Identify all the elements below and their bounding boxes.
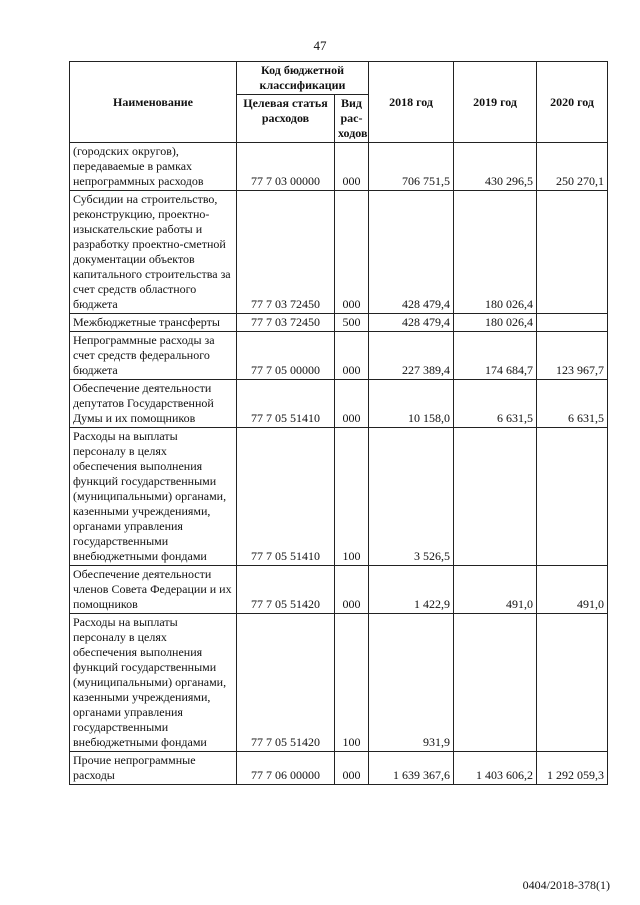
cell-y2019: 1 403 606,2 bbox=[454, 752, 537, 785]
cell-y2020 bbox=[537, 191, 608, 314]
table-row bbox=[70, 143, 608, 191]
cell-name: Непрограммные расходы за счет средств федерального бюджета bbox=[70, 332, 237, 380]
cell-name: Обеспечение деятельности депутатов Государственной Думы и их помощников bbox=[70, 380, 237, 428]
cell-code: 77 7 05 51410 bbox=[237, 380, 335, 428]
cell-code: 77 7 06 00000 bbox=[237, 752, 335, 785]
header-code-group: Код бюджетной классификации bbox=[237, 62, 369, 95]
cell-kind: 000 bbox=[335, 566, 369, 614]
cell-y2020: 250 270,1 bbox=[537, 143, 608, 191]
cell-name: (городских округов), передаваемые в рамках непрограммных расходов bbox=[70, 143, 237, 191]
cell-code: 77 7 05 00000 bbox=[237, 332, 335, 380]
cell-y2018: 428 479,4 bbox=[369, 314, 454, 332]
cell-kind: 000 bbox=[335, 380, 369, 428]
header-target-article: Целевая статья расходов bbox=[237, 95, 335, 143]
cell-kind: 000 bbox=[335, 752, 369, 785]
cell-y2019: 6 631,5 bbox=[454, 380, 537, 428]
table-row bbox=[70, 614, 608, 752]
table-row bbox=[70, 380, 608, 428]
cell-name: Прочие непрограммные расходы bbox=[70, 752, 237, 785]
header-name: Наименование bbox=[70, 62, 237, 143]
header-expense-type: Вид рас-ходов bbox=[335, 95, 369, 143]
cell-y2019 bbox=[454, 614, 537, 752]
table-row bbox=[70, 428, 608, 566]
cell-y2018: 706 751,5 bbox=[369, 143, 454, 191]
cell-code: 77 7 05 51420 bbox=[237, 614, 335, 752]
cell-y2018: 10 158,0 bbox=[369, 380, 454, 428]
cell-y2020: 6 631,5 bbox=[537, 380, 608, 428]
cell-y2020: 491,0 bbox=[537, 566, 608, 614]
table-row bbox=[70, 332, 608, 380]
header-2020: 2020 год bbox=[537, 62, 608, 143]
cell-y2018: 227 389,4 bbox=[369, 332, 454, 380]
table-row bbox=[70, 752, 608, 785]
cell-kind: 000 bbox=[335, 191, 369, 314]
cell-y2020: 123 967,7 bbox=[537, 332, 608, 380]
budget-table bbox=[69, 61, 608, 785]
cell-kind: 000 bbox=[335, 143, 369, 191]
document-code: 0404/2018-378(1) bbox=[522, 878, 610, 892]
cell-y2020 bbox=[537, 314, 608, 332]
cell-y2018: 3 526,5 bbox=[369, 428, 454, 566]
table-row bbox=[70, 191, 608, 314]
cell-name: Межбюджетные трансферты bbox=[70, 314, 237, 332]
cell-code: 77 7 03 72450 bbox=[237, 191, 335, 314]
cell-name: Обеспечение деятельности членов Совета Федерации и их помощников bbox=[70, 566, 237, 614]
cell-code: 77 7 03 00000 bbox=[237, 143, 335, 191]
cell-kind: 000 bbox=[335, 332, 369, 380]
cell-y2018: 1 639 367,6 bbox=[369, 752, 454, 785]
table-row bbox=[70, 566, 608, 614]
cell-name: Субсидии на строительство, реконструкцию, проектно-изыскательские работы и разработку проектно-сметной документации объектов капитального строительства за счет средств областного бюджета bbox=[70, 191, 237, 314]
cell-y2019: 174 684,7 bbox=[454, 332, 537, 380]
cell-code: 77 7 05 51420 bbox=[237, 566, 335, 614]
cell-kind: 100 bbox=[335, 428, 369, 566]
cell-kind: 500 bbox=[335, 314, 369, 332]
cell-kind: 100 bbox=[335, 614, 369, 752]
cell-name: Расходы на выплаты персоналу в целях обеспечения выполнения функций государственными (муниципальными) органами, казенными учреждениями, органами управления государственными внебюджетными фондами bbox=[70, 614, 237, 752]
cell-y2018: 931,9 bbox=[369, 614, 454, 752]
cell-y2020 bbox=[537, 428, 608, 566]
cell-y2020 bbox=[537, 614, 608, 752]
header-2018: 2018 год bbox=[369, 62, 454, 143]
cell-y2019 bbox=[454, 428, 537, 566]
cell-code: 77 7 03 72450 bbox=[237, 314, 335, 332]
page-number: 47 bbox=[313, 38, 327, 53]
cell-y2019: 430 296,5 bbox=[454, 143, 537, 191]
cell-y2019: 491,0 bbox=[454, 566, 537, 614]
cell-name: Расходы на выплаты персоналу в целях обеспечения выполнения функций государственными (муниципальными) органами, казенными учреждениями, органами управления государственными внебюджетными фондами bbox=[70, 428, 237, 566]
cell-code: 77 7 05 51410 bbox=[237, 428, 335, 566]
cell-y2019: 180 026,4 bbox=[454, 191, 537, 314]
cell-y2018: 1 422,9 bbox=[369, 566, 454, 614]
cell-y2020: 1 292 059,3 bbox=[537, 752, 608, 785]
cell-y2019: 180 026,4 bbox=[454, 314, 537, 332]
cell-y2018: 428 479,4 bbox=[369, 191, 454, 314]
header-2019: 2019 год bbox=[454, 62, 537, 143]
table-row bbox=[70, 314, 608, 332]
